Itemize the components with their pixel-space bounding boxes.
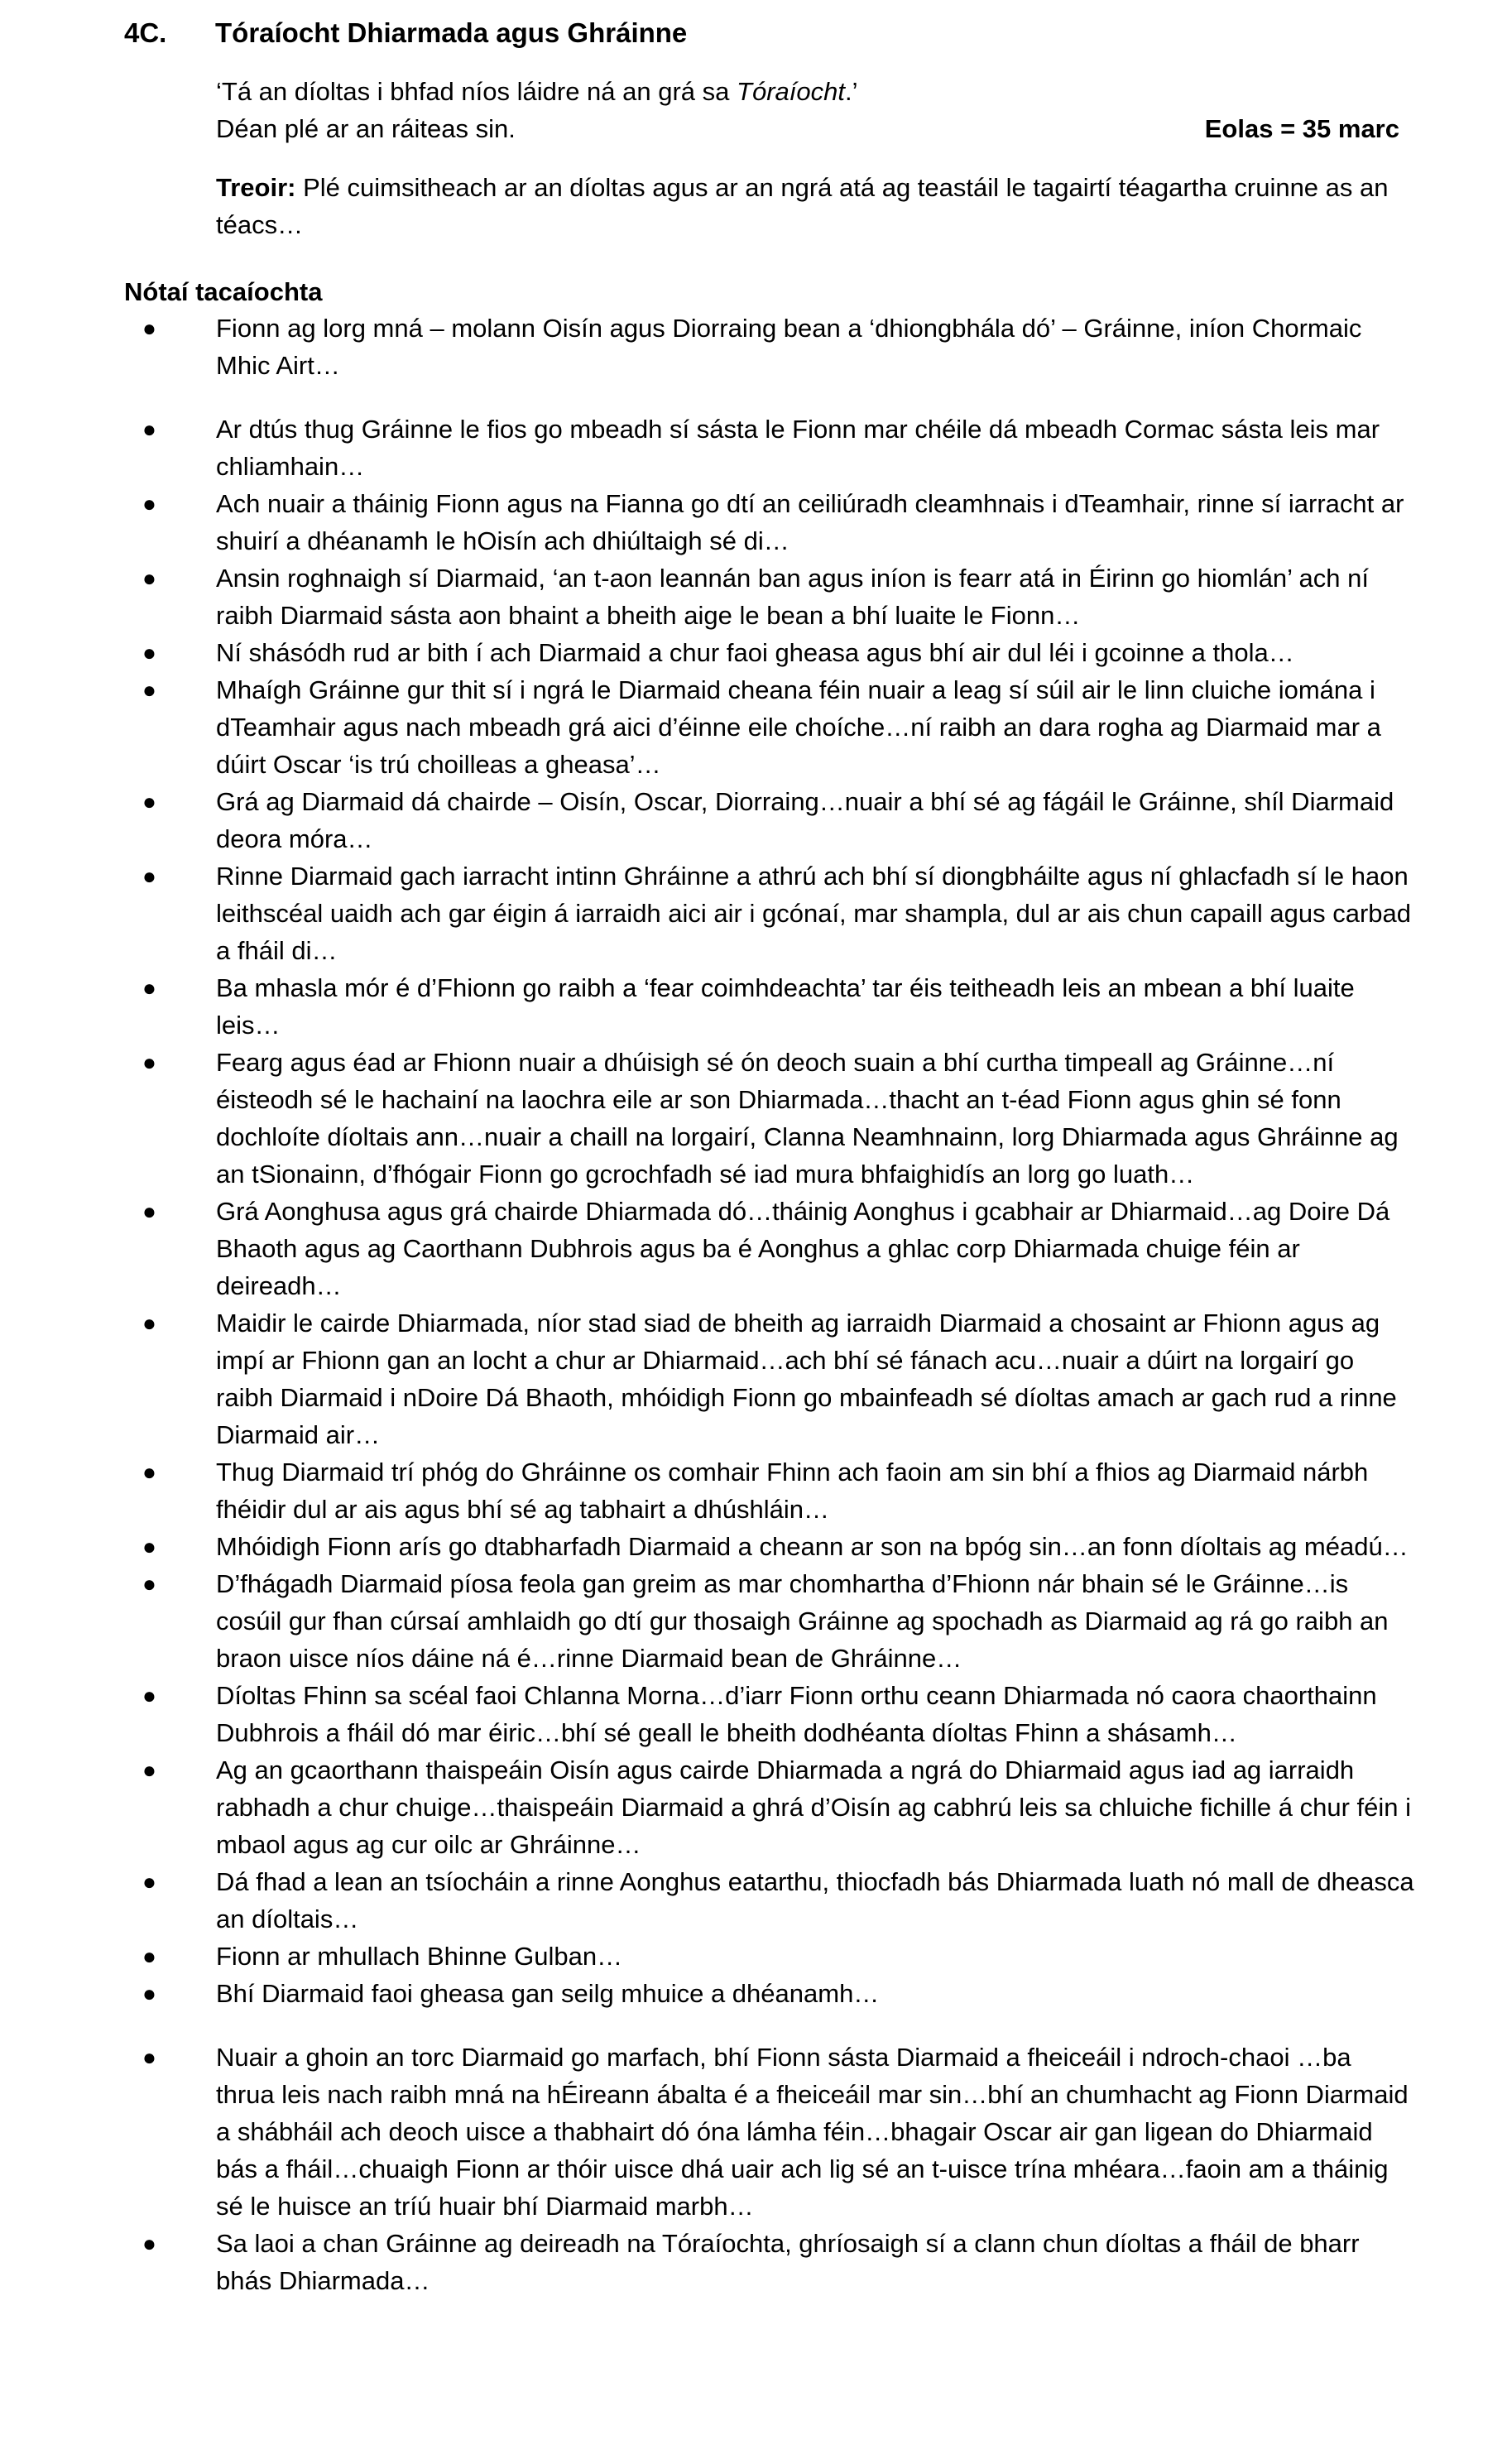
list-item — [124, 310, 1415, 384]
note-text: Rinne Diarmaid gach iarracht intinn Ghráinne a athrú ach bhí sí diongbháilte agus ní ghlacfadh sí le haon leithscéal uaidh ach gar éigin á iarraidh aici air i gcónaí, mar shampla, dul ar ais chun capaill agus carbad a fháil di… — [216, 862, 1412, 965]
list-item — [124, 1565, 1415, 1677]
list-item — [124, 2225, 1415, 2299]
bullet-icon: ● — [142, 1459, 156, 1485]
note-text: Fionn ar mhullach Bhinne Gulban… — [216, 1942, 623, 1971]
note-text: Fearg agus éad ar Fhionn nuair a dhúisigh sé ón deoch suain a bhí curtha timpeall ag Gráinne…ní éisteodh sé le hachainí na laochra eile ar son Dhiarmada…thacht an t-éad Fionn agus ghin sé fonn dochloíte díoltais ann…nuair a chaill na lorgairí, Clanna Neamhnainn, lorg Dhiarmada agus Ghráinne ag an tSionainn, d’fhógair Fionn go gcrochfadh sé iad mura bhfaighidís an lorg go luath… — [216, 1048, 1399, 1189]
list-item — [124, 857, 1415, 969]
list-item — [124, 634, 1415, 671]
question-title: Tóraíocht Dhiarmada agus Ghráinne — [215, 17, 688, 48]
list-item — [124, 560, 1415, 634]
list-item — [124, 1751, 1415, 1863]
statement-text-after: .’ — [844, 77, 858, 106]
bullet-icon: ● — [142, 1571, 156, 1597]
list-item — [124, 1938, 1415, 1975]
bullet-icon: ● — [142, 491, 156, 516]
note-text: Thug Diarmaid trí phóg do Ghráinne os comhair Fhinn ach faoin am sin bhí a fhios ag Diarmaid nárbh fhéidir dul ar ais agus bhí sé ag tabhairt a dhúshláin… — [216, 1458, 1369, 1524]
list-item — [124, 671, 1415, 783]
marks-allocation: Eolas = 35 marc — [1204, 114, 1399, 143]
bullet-icon: ● — [142, 2231, 156, 2256]
bullet-icon: ● — [142, 1943, 156, 1969]
list-item — [124, 1677, 1415, 1751]
list-item — [124, 1193, 1415, 1304]
note-text: Dá fhad a lean an tsíocháin a rinne Aonghus eatarthu, thiocfadh bás Dhiarmada luath nó mall de dheasca an díoltais… — [216, 1867, 1414, 1933]
list-item — [124, 2039, 1415, 2225]
list-item — [124, 1304, 1415, 1453]
bullet-icon: ● — [142, 2044, 156, 2070]
list-item — [124, 1044, 1415, 1193]
list-item — [124, 1975, 1415, 2012]
bullet-icon: ● — [142, 565, 156, 591]
note-text: Maidir le cairde Dhiarmada, níor stad siad de bheith ag iarraidh Diarmaid a chosaint ar Fhionn agus ag impí ar Fhionn gan an locht a chur ar Dhiarmaid…ach bhí sé fánach acu…nuair a dúirt na lorgairí go raibh Diarmaid i nDoire Dá Bhaoth, mhóidigh Fionn go mbainfeadh sé díoltas amach ar gach rud a rinne Diarmaid air… — [216, 1309, 1397, 1449]
question-number: 4C. — [124, 17, 167, 48]
guidance-label: Treoir: — [216, 173, 296, 202]
note-text: Ba mhasla mór é d’Fhionn go raibh a ‘fear coimhdeachta’ tar éis teitheadh leis an mbean a bhí luaite leis… — [216, 973, 1355, 1040]
bullet-icon: ● — [142, 640, 156, 665]
note-text: Mhaígh Gráinne gur thit sí i ngrá le Diarmaid cheana féin nuair a leag sí súil air le linn cluiche iomána i dTeamhair agus nach mbeadh grá aici d’éinne eile choíche…ní raibh an dara rogha ag Diarmaid mar a dúirt Oscar ‘is trú choilleas a gheasa’… — [216, 675, 1381, 779]
question-block — [216, 73, 1399, 147]
statement-italic-title: Tóraíocht — [737, 77, 845, 106]
bullet-icon: ● — [142, 789, 156, 814]
bullet-icon: ● — [142, 677, 156, 703]
list-item — [124, 1453, 1415, 1528]
list-item — [124, 969, 1415, 1044]
note-text: Ansin roghnaigh sí Diarmaid, ‘an t-aon leannán ban agus iníon is fearr atá in Éirinn go hiomlán’ ach ní raibh Diarmaid sásta aon bhaint a bheith aige le bean a bhí luaite le Fionn… — [216, 564, 1369, 630]
note-text: Sa laoi a chan Gráinne ag deireadh na Tóraíochta, ghríosaigh sí a clann chun díoltas a fháil de bharr bhás Dhiarmada… — [216, 2229, 1360, 2295]
guidance-block — [216, 169, 1408, 243]
bullet-icon: ● — [142, 863, 156, 889]
bullet-icon: ● — [142, 1049, 156, 1075]
list-item — [124, 783, 1415, 857]
note-text: D’fhágadh Diarmaid píosa feola gan greim as mar chomhartha d’Fhionn nár bhain sé le Gráinne…is cosúil gur fhan cúrsaí amhlaidh go dtí gur thosaigh Gráinne ag spochadh as Diarmaid ag rá go raibh an braon uisce níos dáine ná é…rinne Diarmaid bean de Ghráinne… — [216, 1569, 1389, 1673]
note-text: Mhóidigh Fionn arís go dtabharfadh Diarmaid a cheann ar son na bpóg sin…an fonn díoltais ag méadú… — [216, 1532, 1409, 1561]
note-text: Grá ag Diarmaid dá chairde – Oisín, Oscar, Diorraing…nuair a bhí sé ag fágáil le Gráinne, shíl Diarmaid deora móra… — [216, 787, 1394, 853]
note-text: Fionn ag lorg mná – molann Oisín agus Diorraing bean a ‘dhiongbhála dó’ – Gráinne, iníon Chormaic Mhic Airt… — [216, 314, 1362, 380]
bullet-icon: ● — [142, 416, 156, 442]
bullet-icon: ● — [142, 1310, 156, 1336]
bullet-icon: ● — [142, 1981, 156, 2006]
list-item — [124, 485, 1415, 560]
note-text: Ar dtús thug Gráinne le fios go mbeadh sí sásta le Fionn mar chéile dá mbeadh Cormac sásta leis mar chliamhain… — [216, 415, 1380, 481]
bullet-icon: ● — [142, 1534, 156, 1559]
note-text: Díoltas Fhinn sa scéal faoi Chlanna Morna…d’iarr Fionn orthu ceann Dhiarmada nó caora chaorthainn Dubhrois a fháil dó mar éiric…bhí sé geall le bheith dodhéanta díoltas Fhinn a shásamh… — [216, 1681, 1377, 1747]
question-instruction: Déan plé ar an ráiteas sin. — [216, 114, 516, 143]
bullet-icon: ● — [142, 1757, 156, 1783]
bullet-icon: ● — [142, 1869, 156, 1895]
list-item — [124, 411, 1415, 485]
note-text: Nuair a ghoin an torc Diarmaid go marfach, bhí Fionn sásta Diarmaid a fheiceáil i ndroch-chaoi …ba thrua leis nach raibh mná na hÉireann ábalta é a fheiceáil mar sin…bhí an chumhacht ag Fionn Diarmaid a shábháil ach deoch uisce a thabhairt dó óna lámha féin…bhagair Oscar air gan ligean do Dhiarmaid bás a fháil…chuaigh Fionn ar thóir uisce dhá uair ach lig sé an t-uisce trína mhéara…faoin am a tháinig sé le huisce an tríú huair bhí Diarmaid marbh… — [216, 2043, 1409, 2221]
guidance-text: Plé cuimsitheach ar an díoltas agus ar an ngrá atá ag teastáil le tagairtí téagartha cruinne as an téacs… — [216, 173, 1389, 239]
note-text: Ag an gcaorthann thaispeáin Oisín agus cairde Dhiarmada a ngrá do Dhiarmaid agus iad ag iarraidh rabhadh a chur chuige…thaispeáin Diarmaid a ghrá d’Oisín ag cabhrú leis sa chluiche fichille á chur féin i mbaol agus ag cur oilc ar Ghráinne… — [216, 1756, 1412, 1859]
statement-text-before: ‘Tá an díoltas i bhfad níos láidre ná an grá sa — [216, 77, 737, 106]
bullet-icon: ● — [142, 975, 156, 1001]
note-text: Bhí Diarmaid faoi gheasa gan seilg mhuice a dhéanamh… — [216, 1979, 880, 2008]
question-statement — [216, 73, 1399, 110]
bullet-icon: ● — [142, 1198, 156, 1224]
bullet-icon: ● — [142, 1683, 156, 1708]
note-text: Grá Aonghusa agus grá chairde Dhiarmada dó…tháinig Aonghus i gcabhair ar Dhiarmaid…ag Doire Dá Bhaoth agus ag Caorthann Dubhrois agus ba é Aonghus a ghlac corp Dhiarmada chuige féin ar deireadh… — [216, 1197, 1390, 1300]
bullet-icon: ● — [142, 315, 156, 341]
notes-heading: Nótaí tacaíochta — [124, 277, 323, 306]
note-text: Ach nuair a tháinig Fionn agus na Fianna go dtí an ceiliúradh cleamhnais i dTeamhair, rinne sí iarracht ar shuirí a dhéanamh le hOisín ach dhiúltaigh sé di… — [216, 489, 1404, 555]
notes-list — [124, 310, 1415, 2299]
list-item — [124, 1528, 1415, 1565]
note-text: Ní shásódh rud ar bith í ach Diarmaid a chur faoi gheasa agus bhí air dul léi i gcoinne a thola… — [216, 638, 1294, 667]
list-item — [124, 1863, 1415, 1938]
